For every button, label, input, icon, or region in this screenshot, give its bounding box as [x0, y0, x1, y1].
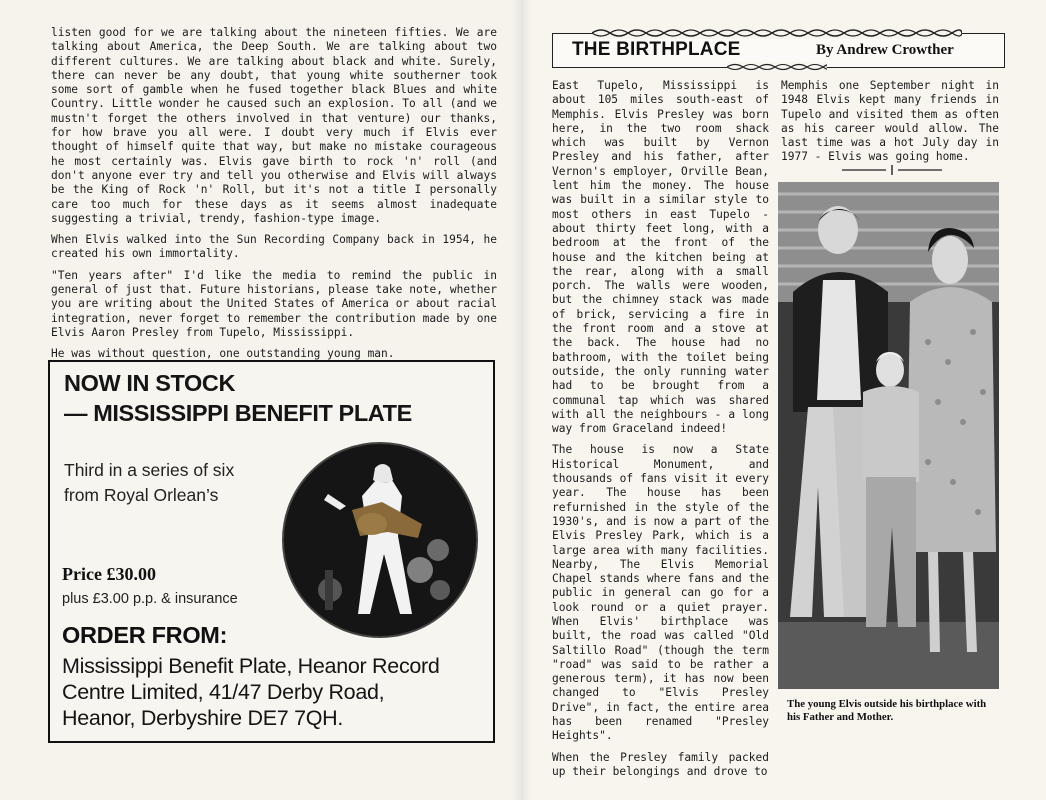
article-column-1 — [552, 79, 769, 786]
ad-subtitle-line: Third in a series of six — [64, 460, 235, 480]
article-paragraph: East Tupelo, Mississippi is about 105 miles south-east of Memphis. Elvis Presley was born here, in the two room shack which was built by Vernon Presley and his father, after Vernon's employer, Orville Bean, lent him the money. The house was built in a similar style to most others in east Tupelo - about thirty feet long, with a bedroom at the front of the house and the kitchen being at the rear, along with a small porch. The walls were wooden, but the chimney stack was made of brick, servicing a fire in the front room and a stove at the back. The house had no bathroom, with the toilet being outside, the only running water had to be brought from a communal tap which was shared with all the neighbours - a long way from Graceland indeed! — [552, 79, 769, 436]
article-paragraph: Memphis one September night in 1948 Elvis kept many friends in Tupelo and visited them as often as his career would allow. The last time was a hot July day in 1977 - Elvis was going home. — [781, 79, 999, 164]
ornament-bottom-icon — [727, 62, 827, 72]
photo-caption: The young Elvis outside his birthplace with his Father and Mother. — [787, 698, 987, 723]
left-paragraph: When Elvis walked into the Sun Recording Company back in 1954, he created his own immortality. — [51, 233, 497, 261]
family-photo — [778, 182, 999, 689]
article-header — [552, 25, 1005, 68]
left-paragraph: listen good for we are talking about the nineteen fifties. We are talking about America, the Deep South. We are talking about two different cultures. We are talking about black and white. Surely, there can never be any doubt, that young white southerner took some sort of gamble when he fused together black Blues and white Country. Little wonder he caused such an explosion. To all (and we mustn't forget the others involved in that venture) our thanks, for how brave you all were. I doubt very much if Elvis ever thought of himself quite that way, but make no mistake courageous he most certainly was. Elvis gave birth to rock 'n' roll (and don't anyone ever try and tell you otherwise and Elvis will always be the King of Rock 'n' Roll, but it's not a title I personally care too much for these days as it seems almost inadequate suggesting a trivial, trendy, fashion-type image. — [51, 26, 497, 225]
ad-price: Price £30.00 — [62, 564, 156, 584]
left-paragraph: "Ten years after" I'd like the media to remind the public in general of just that. Future historians, please take note, whether you are writing about the United States of America or about racial integration, never forget to remember the contribution made by one Elvis Aaron Presley from Tupelo, Mississippi. — [51, 268, 497, 339]
article-title: THE BIRTHPLACE — [572, 39, 741, 60]
ornament-top-icon — [592, 27, 962, 39]
page-gutter — [512, 0, 532, 800]
left-paragraph: He was without question, one outstanding young man. — [51, 347, 395, 361]
ad-address-line: Mississippi Benefit Plate, Heanor Record — [62, 654, 440, 678]
article-author: By Andrew Crowther — [816, 42, 954, 58]
ad-address-line: Centre Limited, 41/47 Derby Road, — [62, 680, 385, 704]
article-column-2 — [781, 79, 999, 165]
ad-order-heading: ORDER FROM: — [62, 622, 228, 648]
ad-subtitle-line: from Royal Orlean’s — [64, 485, 219, 505]
ad-address — [62, 653, 492, 731]
ad-title-line: NOW IN STOCK — [64, 370, 236, 396]
plate-advertisement — [48, 360, 495, 743]
elvis-plate-image — [280, 440, 480, 640]
left-article — [51, 26, 497, 369]
article-paragraph: When the Presley family packed up their belongings and drove to — [552, 750, 769, 778]
ad-address-line: Heanor, Derbyshire DE7 7QH. — [62, 706, 344, 730]
section-separator-icon — [842, 164, 942, 176]
ad-title — [64, 368, 484, 428]
ad-title-line: — MISSISSIPPI BENEFIT PLATE — [64, 400, 412, 426]
ad-subtitle — [64, 458, 274, 508]
article-paragraph: The house is now a State Historical Monument, and thousands of fans visit it every year. The house has been refurnished in the style of the 1930's, and is now a part of the Elvis Presley Park, which is a large area with many facilities. Nearby, The Elvis Memorial Chapel stands where fans and the public in general can go for a look round or a quiet prayer. When Elvis' birthplace was built, the road was called "Old Saltillo Road" (though the term "road" was said to be rather a generous term), it has now been changed to "Elvis Presley Drive", in fact, the entire area has been renamed "Presley Heights". — [552, 443, 769, 743]
ad-postage: plus £3.00 p.p. & insurance — [62, 591, 238, 607]
